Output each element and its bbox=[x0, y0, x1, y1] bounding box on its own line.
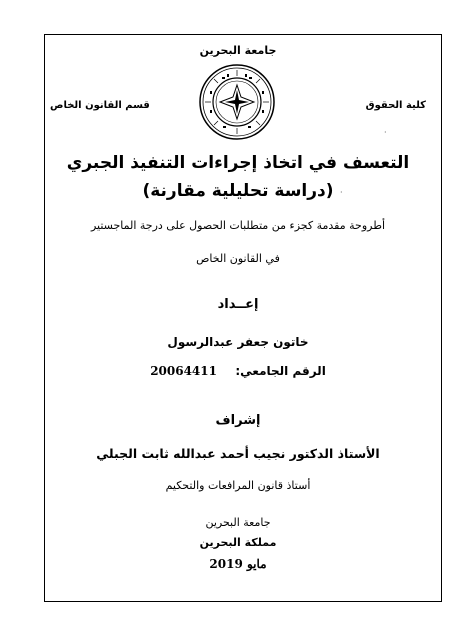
college-label: كلية الحقوق bbox=[365, 100, 426, 111]
university-name-footer: جامعة البحرين bbox=[205, 516, 271, 529]
thesis-specialization-line: في القانون الخاص bbox=[196, 252, 280, 265]
university-seal-icon bbox=[198, 63, 276, 141]
author-name: خاتون جعفر عبدالرسول bbox=[167, 335, 309, 349]
student-id-value: 20064411 bbox=[150, 364, 217, 378]
thesis-purpose-line: أطروحة مقدمة كجزء من متطلبات الحصول على درجة الماجستير bbox=[90, 219, 386, 232]
thesis-title: التعسف في اتخاذ إجراءات التنفيذ الجبري bbox=[66, 153, 410, 173]
scan-speck: · bbox=[384, 128, 387, 137]
university-name-header: جامعة البحرين bbox=[199, 44, 277, 57]
supervisor-name: الأستاذ الدكتور نجيب أحمد عبدالله ثابت الجبلي bbox=[96, 446, 380, 461]
thesis-subtitle: (دراسة تحليلية مقارنة) bbox=[142, 181, 334, 201]
supervisor-title: أستاذ قانون المرافعات والتحكيم bbox=[165, 479, 311, 492]
student-id-label: الرقم الجامعي: bbox=[235, 364, 326, 378]
kingdom-name: مملكة البحرين bbox=[199, 536, 277, 549]
scan-speck: · bbox=[340, 188, 343, 197]
student-id-line bbox=[0, 364, 476, 378]
department-label: قسم القانون الخاص bbox=[50, 100, 150, 111]
supervision-heading: إشراف bbox=[215, 413, 261, 428]
submission-date: مايو 2019 bbox=[209, 557, 267, 571]
prepared-by-heading: إعــداد bbox=[217, 297, 259, 312]
